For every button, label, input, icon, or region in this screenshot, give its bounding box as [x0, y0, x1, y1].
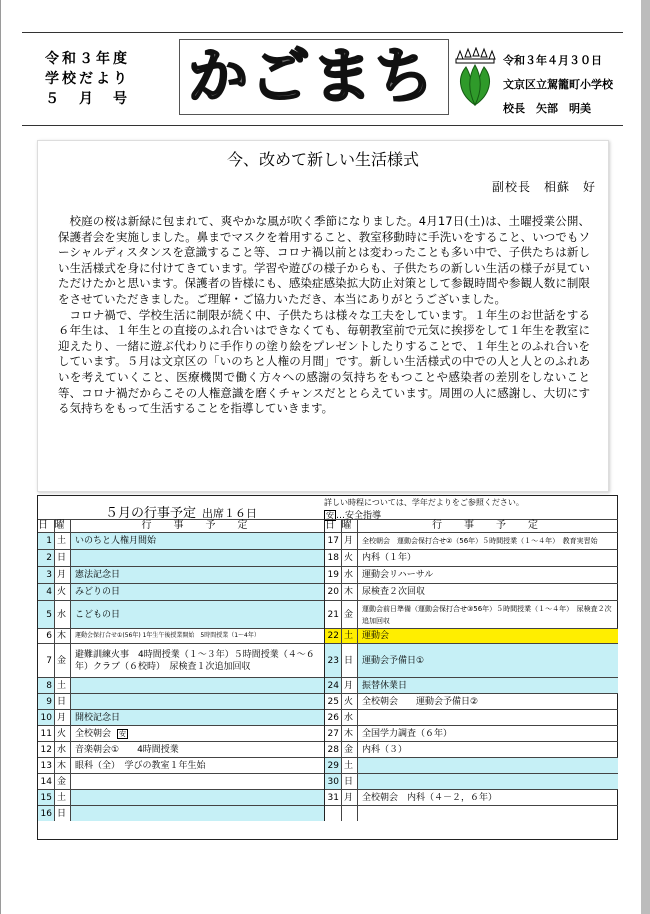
event-cell	[71, 678, 324, 693]
event-cell	[71, 533, 324, 549]
schedule-row	[38, 549, 324, 566]
schedule-row	[38, 709, 324, 725]
event-text: 全校朝会 運動会予備日②	[362, 696, 479, 707]
schedule-table	[37, 495, 618, 840]
day-cell	[325, 806, 342, 821]
day-cell: 26	[325, 710, 342, 725]
event-text: 全国学力調査（６年）	[362, 728, 453, 739]
page-shadow	[641, 0, 650, 914]
event-text: 内科（１年）	[362, 553, 417, 563]
header-day: 日	[325, 520, 341, 531]
schedule-row	[325, 693, 618, 709]
event-text: 運動会	[362, 631, 390, 641]
event-cell	[71, 758, 324, 773]
newsletter-header	[22, 32, 623, 126]
day-cell: 10	[38, 710, 55, 725]
event-cell	[358, 758, 618, 773]
event-cell	[358, 806, 618, 821]
day-cell: 28	[325, 742, 342, 757]
day-cell: 19	[325, 567, 342, 583]
event-cell	[71, 710, 324, 725]
issue-year: 令和３年度	[45, 51, 130, 67]
weekday-cell: 日	[55, 806, 71, 821]
title-box	[179, 39, 449, 115]
weekday-cell: 土	[342, 758, 358, 773]
weekday-cell: 月	[55, 710, 71, 725]
header-weekday: 曜	[341, 520, 358, 531]
day-cell: 15	[38, 790, 55, 805]
schedule-row	[38, 628, 324, 643]
schedule-row	[38, 773, 324, 789]
event-text: みどりの日	[75, 587, 121, 597]
article-paragraph: 校庭の桜は新緑に包まれて、爽やかな風が吹く季節になりました。4月17日(土)は、土曜授業公開、保護者会を実施しました。鼻までマスクを着用すること、教室移動時に手洗いをすること、いつでもソーシャルディスタンスを意識すること等、コロナ禍以前とは変わったことも多い中で、子供たちは新しい生活様式を身に付けてきています。学習や遊びの様子からも、子供たちの新しい生活の様子が見ていただけたかと思います。保護者の皆様にも、感染症感染拡大防止対策として参観時間や参観人数に制限をさせていただきました。ご理解・ご協力いただき、本当にありがとうございました。	[58, 214, 590, 306]
schedule-left-column	[38, 519, 324, 821]
weekday-cell	[342, 806, 358, 821]
schedule-row	[325, 741, 618, 757]
weekday-cell: 月	[55, 567, 71, 583]
attendance-days: 出席１６日	[202, 507, 258, 520]
article-author: 副校長 相蘇 好	[491, 180, 596, 194]
event-text: 憲法記念日	[75, 570, 121, 580]
schedule-row	[38, 600, 324, 628]
event-cell	[71, 742, 324, 757]
event-cell	[358, 567, 618, 583]
day-cell: 8	[38, 678, 55, 693]
event-cell	[71, 790, 324, 805]
day-cell: 12	[38, 742, 55, 757]
schedule-row	[325, 600, 618, 628]
event-text: 音楽朝会① 4時間授業	[75, 744, 179, 755]
event-cell	[71, 726, 324, 741]
weekday-cell: 水	[55, 742, 71, 757]
issue-month: ５ 月 号	[45, 91, 130, 107]
schedule-row	[38, 805, 324, 821]
safety-mark-icon: 安	[326, 511, 334, 520]
event-text: 振替休業日	[362, 680, 408, 691]
header-events: 行 事 予 定	[141, 520, 254, 531]
schedule-row	[325, 628, 618, 643]
day-cell: 6	[38, 629, 55, 643]
weekday-cell: 土	[55, 790, 71, 805]
weekday-cell: 木	[55, 758, 71, 773]
day-cell: 27	[325, 726, 342, 741]
weekday-cell: 金	[55, 774, 71, 789]
event-text: いのちと人権月間始	[75, 536, 157, 546]
schedule-row	[325, 709, 618, 725]
header-weekday: 曜	[54, 520, 71, 531]
weekday-cell: 火	[342, 694, 358, 709]
event-cell	[71, 806, 324, 821]
article	[37, 140, 609, 492]
event-text: こどもの日	[75, 609, 121, 620]
schedule-note: 詳しい時程については、学年だよりをご参照ください。	[324, 498, 524, 507]
weekday-cell: 日	[342, 644, 358, 677]
principal-name: 校長 矢部 明美	[503, 102, 591, 115]
weekday-cell: 水	[342, 567, 358, 583]
event-cell	[358, 790, 618, 805]
schedule-title-text: ５月の行事予定	[105, 506, 197, 521]
schedule-row	[38, 583, 324, 600]
article-paragraph: コロナ禍で、学校生活に制限が続く中、子供たちは様々な工夫をしています。１年生のお世話をする６年生は、１年生との直接のふれ合いはできなくても、毎朝教室前で元気に挨拶をして１年生を教室に迎えたり、一緒に遊ぶ代わりに手作りの塗り絵をプレゼントしたりすることで、１年生とのふれ合いをしています。５月は文京区の「いのちと人権の月間」です。新しい生活様式の中での人と人とのふれあいを考えていくこと、医療機関で働く方々への感謝の気持ちをもつことや感染者の差別をしないこと等、コロナ禍だからこその人権意識を磨くチャンスだととらえています。周囲の人に感謝し、大切にする気持ちをもって生活することを指導していきます。	[58, 307, 590, 416]
day-cell: 3	[38, 567, 55, 583]
day-cell: 17	[325, 533, 342, 549]
newsletter-page	[1, 0, 641, 914]
schedule-row	[325, 773, 618, 789]
issue-type: 学校だより	[45, 71, 130, 87]
day-cell: 29	[325, 758, 342, 773]
weekday-cell: 金	[55, 644, 71, 677]
schedule-row	[325, 805, 618, 821]
event-cell	[71, 584, 324, 600]
event-cell	[358, 629, 618, 643]
schedule-row	[38, 677, 324, 693]
weekday-cell: 金	[342, 601, 358, 628]
event-text: 開校記念日	[75, 712, 121, 723]
weekday-cell: 木	[342, 726, 358, 741]
weekday-cell: 金	[342, 742, 358, 757]
event-cell	[71, 644, 324, 677]
event-text: 運動会予備日①	[362, 655, 425, 666]
header-day: 日	[38, 520, 54, 531]
day-cell: 31	[325, 790, 342, 805]
weekday-cell: 土	[55, 678, 71, 693]
school-emblem-icon	[452, 47, 498, 107]
weekday-cell: 日	[55, 550, 71, 566]
day-cell: 9	[38, 694, 55, 709]
event-text: 全校朝会 内科（４－２，６年）	[362, 792, 498, 803]
weekday-cell: 月	[342, 678, 358, 693]
weekday-cell: 水	[342, 710, 358, 725]
weekday-cell: 月	[342, 790, 358, 805]
schedule-row	[325, 725, 618, 741]
newsletter-title: かごまち	[188, 42, 436, 112]
day-cell: 23	[325, 644, 342, 677]
schedule-row	[38, 725, 324, 741]
event-text: 運動会前日準備（運動会保打合せ③56年）５時間授業（１～４年） 尿検査２次追加回収	[362, 604, 612, 625]
day-cell: 25	[325, 694, 342, 709]
weekday-cell: 水	[55, 601, 71, 628]
day-cell: 14	[38, 774, 55, 789]
schedule-row	[325, 566, 618, 583]
schedule-row	[38, 741, 324, 757]
event-text: 眼科（全） 学びの教室１年生始	[75, 760, 206, 771]
day-cell: 1	[38, 533, 55, 549]
weekday-cell: 火	[55, 584, 71, 600]
publication-info	[503, 49, 613, 121]
article-body	[58, 214, 590, 417]
schedule-row	[38, 566, 324, 583]
event-cell	[358, 644, 618, 677]
event-cell	[358, 710, 618, 725]
header-events: 行 事 予 定	[432, 520, 544, 531]
weekday-cell: 日	[342, 774, 358, 789]
weekday-cell: 土	[55, 533, 71, 549]
event-text: 運動会リハーサル	[362, 570, 434, 580]
event-cell	[71, 567, 324, 583]
issue-info	[45, 49, 155, 109]
event-cell	[71, 601, 324, 628]
schedule-row	[325, 532, 618, 549]
weekday-cell: 火	[342, 550, 358, 566]
day-cell: 21	[325, 601, 342, 628]
article-title: 今、改めて新しい生活様式	[226, 150, 419, 169]
schedule-row	[325, 549, 618, 566]
schedule-row	[325, 643, 618, 677]
weekday-cell: 木	[55, 629, 71, 643]
weekday-cell: 月	[342, 533, 358, 549]
event-text: 避難訓練火事 4時間授業（１～３年）５時間授業（４～６年）クラブ（６校時） 尿検査１次追加回収	[75, 649, 315, 672]
day-cell: 22	[325, 629, 342, 643]
event-cell	[71, 694, 324, 709]
schedule-header-row	[325, 519, 618, 532]
schedule-row	[38, 789, 324, 805]
legend-text: …安全指導	[336, 511, 382, 521]
day-cell: 24	[325, 678, 342, 693]
weekday-cell: 土	[342, 629, 358, 643]
day-cell: 4	[38, 584, 55, 600]
publication-date: 令和３年４月３０日	[503, 54, 602, 67]
schedule-row	[38, 643, 324, 677]
event-text: 全校朝会 運動会保打合せ②（56年）５時間授業（１～４年） 教育実習始	[362, 537, 598, 545]
event-cell	[358, 742, 618, 757]
day-cell: 7	[38, 644, 55, 677]
school-name: 文京区立駕籠町小学校	[503, 78, 613, 91]
event-cell	[358, 550, 618, 566]
event-cell	[71, 629, 324, 643]
schedule-row	[325, 789, 618, 805]
event-text: 運動会保打合せ①(56年) 1年生午後授業開始 5時間授業（1～4年）	[75, 632, 260, 639]
schedule-right-column	[324, 519, 618, 821]
schedule-row	[325, 757, 618, 773]
event-cell	[358, 726, 618, 741]
weekday-cell: 木	[342, 584, 358, 600]
day-cell: 30	[325, 774, 342, 789]
schedule-row	[325, 583, 618, 600]
weekday-cell: 日	[55, 694, 71, 709]
event-cell	[358, 584, 618, 600]
event-cell	[358, 774, 618, 789]
event-text: 尿検査２次回収	[362, 587, 426, 597]
day-cell: 16	[38, 806, 55, 821]
day-cell: 5	[38, 601, 55, 628]
event-cell	[358, 601, 618, 628]
schedule-header-row	[38, 519, 324, 532]
event-cell	[71, 550, 324, 566]
day-cell: 18	[325, 550, 342, 566]
event-cell	[358, 678, 618, 693]
event-cell	[358, 694, 618, 709]
day-cell: 20	[325, 584, 342, 600]
day-cell: 2	[38, 550, 55, 566]
schedule-row	[38, 757, 324, 773]
schedule-row	[38, 532, 324, 549]
safety-mark-icon: 安	[119, 729, 127, 738]
schedule-row	[38, 693, 324, 709]
event-cell	[358, 533, 618, 549]
schedule-row	[325, 677, 618, 693]
weekday-cell: 火	[55, 726, 71, 741]
event-text: 内科（３）	[362, 744, 408, 755]
event-text: 全校朝会	[75, 728, 112, 739]
day-cell: 11	[38, 726, 55, 741]
day-cell: 13	[38, 758, 55, 773]
event-cell	[71, 774, 324, 789]
